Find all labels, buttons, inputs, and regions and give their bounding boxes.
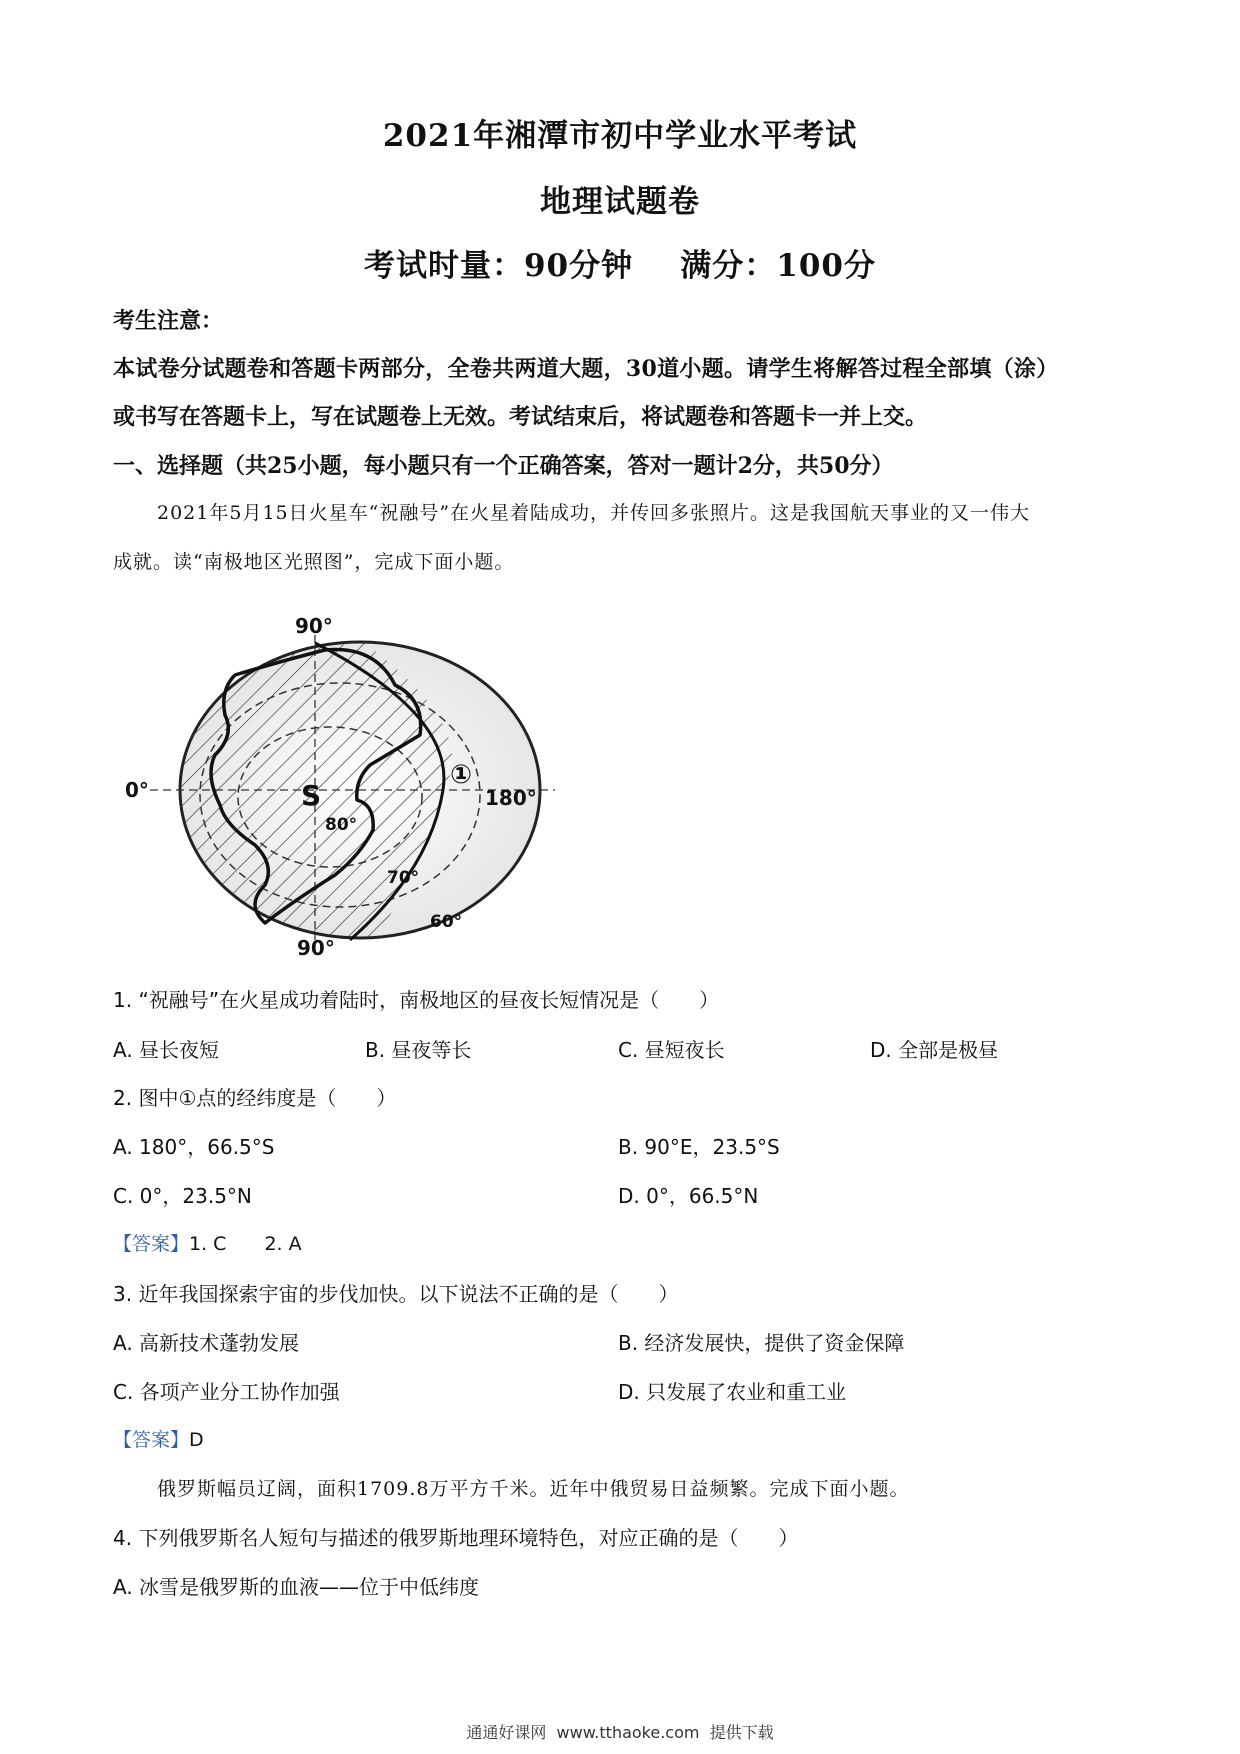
notice-line-1: 本试卷分试题卷和答题卡两部分，全卷共两道大题，30道小题。请学生将解答过程全部填（涂） [113,356,1059,382]
passage-1-line-2: 成就。读“南极地区光照图”，完成下面小题。 [113,551,515,573]
q2-option-a: A. 180°，66.5°S [113,1135,275,1159]
map-label-bottom: 90° [297,936,335,960]
q4-option-a: A. 冰雪是俄罗斯的血液——位于中低纬度 [113,1575,480,1599]
q1-option-a: A. 昼长夜短 [113,1038,220,1062]
q3-option-d: D. 只发展了农业和重工业 [618,1380,847,1404]
map-label-left: 0° [125,778,149,802]
map-label-right: 180° [485,786,537,810]
q3-option-c: C. 各项产业分工协作加强 [113,1380,340,1404]
passage-1-line-1: 2021年5月15日火星车“祝融号”在火星着陆成功，并传回多张照片。这是我国航天事业的又一伟大 [157,502,1031,524]
q1-option-c: C. 昼短夜长 [618,1038,725,1062]
answer-1-2 [113,1229,302,1256]
exam-subtitle: 地理试题卷 [540,184,700,220]
map-label-lat80: 80° [325,815,358,835]
map-label-point: ① [450,760,473,790]
answer-text: D [189,1429,204,1451]
q3-option-b: B. 经济发展快，提供了资金保障 [618,1331,905,1355]
q1-option-d: D. 全部是极昼 [870,1038,999,1062]
question-3: 3. 近年我国探索宇宙的步伐加快。以下说法不正确的是（ ） [113,1282,679,1306]
exam-info: 考试时量：90分钟 满分：100分 [363,248,877,284]
map-label-lat70: 70° [387,868,420,888]
map-label-top: 90° [295,614,333,638]
q1-option-b: B. 昼夜等长 [365,1038,472,1062]
answer-3 [113,1425,204,1452]
question-4: 4. 下列俄罗斯名人短句与描述的俄罗斯地理环境特色，对应正确的是（ ） [113,1526,799,1550]
map-label-pole: S [301,779,322,812]
answer-text: 1. C 2. A [189,1233,302,1255]
notice-line-2: 或书写在答题卡上，写在试题卷上无效。考试结束后，将试题卷和答题卡一并上交。 [113,404,928,430]
exam-title: 2021年湘潭市初中学业水平考试 [382,118,858,154]
answer-tag: 【答案】 [113,1429,190,1451]
question-2: 2. 图中①点的经纬度是（ ） [113,1086,397,1110]
footer-source: 通通好课网 www.tthaoke.com 提供下载 [466,1723,774,1742]
notice-heading: 考生注意： [113,308,224,334]
q3-option-a: A. 高新技术蓬勃发展 [113,1331,300,1355]
q2-option-b: B. 90°E，23.5°S [618,1135,780,1159]
section-heading: 一、选择题（共25小题，每小题只有一个正确答案，答对一题计2分，共50分） [113,453,894,479]
question-1: 1. “祝融号”在火星成功着陆时，南极地区的昼夜长短情况是（ ） [113,988,720,1012]
q2-option-c: C. 0°，23.5°N [113,1184,252,1208]
passage-2: 俄罗斯幅员辽阔，面积1709.8万平方千米。近年中俄贸易日益频繁。完成下面小题。 [157,1478,910,1500]
map-label-lat60: 60° [430,912,463,932]
q2-option-d: D. 0°，66.5°N [618,1184,759,1208]
antarctic-illumination-map [125,605,645,965]
answer-tag: 【答案】 [113,1233,190,1255]
